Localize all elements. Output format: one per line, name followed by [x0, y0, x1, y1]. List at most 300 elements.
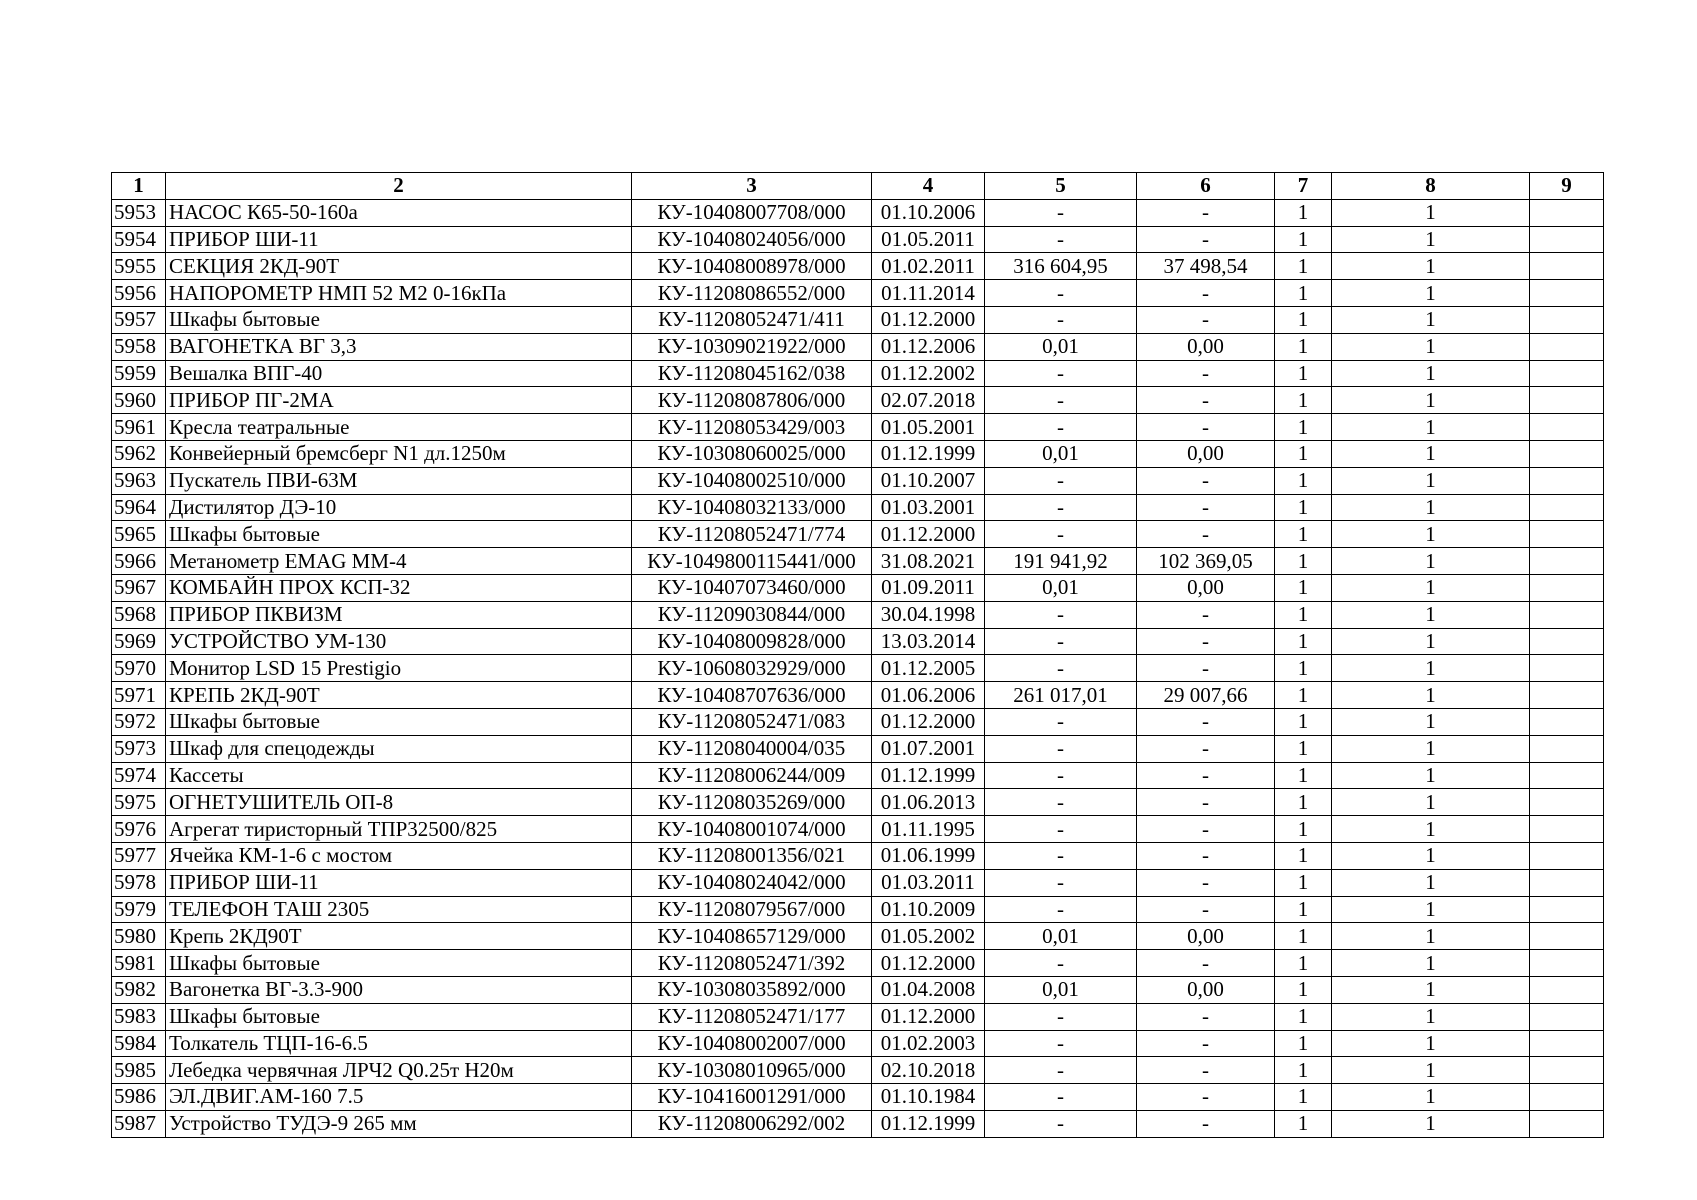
inventory-code-cell: КУ-11208052471/177: [632, 1003, 872, 1030]
inventory-code-cell: КУ-11208053429/003: [632, 414, 872, 441]
value-col8-cell: 1: [1332, 333, 1530, 360]
table-header-row: [112, 173, 1604, 200]
inventory-code-cell: КУ-11208045162/038: [632, 360, 872, 387]
value-col6-cell: -: [1137, 387, 1275, 414]
inventory-code-cell: КУ-10309021922/000: [632, 333, 872, 360]
value-col8-cell: 1: [1332, 521, 1530, 548]
value-col7-cell: 1: [1275, 816, 1332, 843]
inventory-code-cell: КУ-10408007708/000: [632, 199, 872, 226]
value-col5-cell: -: [985, 869, 1137, 896]
name-cell: Дистилятор ДЭ-10: [166, 494, 632, 521]
table-row: [112, 226, 1604, 253]
value-col8-cell: 1: [1332, 467, 1530, 494]
value-col7-cell: 1: [1275, 494, 1332, 521]
date-cell: 01.12.2000: [872, 950, 985, 977]
value-col5-cell: 0,01: [985, 923, 1137, 950]
value-col9-cell: [1530, 360, 1604, 387]
column-header-5: 5: [985, 173, 1137, 200]
value-col9-cell: [1530, 869, 1604, 896]
value-col6-cell: -: [1137, 601, 1275, 628]
table-row: [112, 521, 1604, 548]
value-col8-cell: 1: [1332, 869, 1530, 896]
date-cell: 30.04.1998: [872, 601, 985, 628]
value-col8-cell: 1: [1332, 628, 1530, 655]
inventory-code-cell: КУ-10408024042/000: [632, 869, 872, 896]
value-col6-cell: 0,00: [1137, 574, 1275, 601]
date-cell: 01.04.2008: [872, 976, 985, 1003]
name-cell: КРЕПЬ 2КД-90Т: [166, 682, 632, 709]
value-col8-cell: 1: [1332, 1003, 1530, 1030]
value-col7-cell: 1: [1275, 280, 1332, 307]
name-cell: КОМБАЙН ПРОХ КСП-32: [166, 574, 632, 601]
date-cell: 13.03.2014: [872, 628, 985, 655]
date-cell: 01.12.1999: [872, 440, 985, 467]
row-number-cell: 5980: [112, 923, 166, 950]
column-header-7: 7: [1275, 173, 1332, 200]
inventory-code-cell: КУ-10308035892/000: [632, 976, 872, 1003]
row-number-cell: 5982: [112, 976, 166, 1003]
value-col9-cell: [1530, 387, 1604, 414]
date-cell: 01.12.2000: [872, 521, 985, 548]
column-header-6: 6: [1137, 173, 1275, 200]
row-number-cell: 5955: [112, 253, 166, 280]
inventory-code-cell: КУ-11208006244/009: [632, 762, 872, 789]
value-col8-cell: 1: [1332, 762, 1530, 789]
inventory-code-cell: КУ-10407073460/000: [632, 574, 872, 601]
value-col9-cell: [1530, 708, 1604, 735]
value-col9-cell: [1530, 253, 1604, 280]
inventory-code-cell: КУ-10416001291/000: [632, 1084, 872, 1111]
value-col9-cell: [1530, 521, 1604, 548]
value-col6-cell: -: [1137, 816, 1275, 843]
table-row: [112, 950, 1604, 977]
inventory-code-cell: КУ-10408002510/000: [632, 467, 872, 494]
name-cell: СЕКЦИЯ 2КД-90Т: [166, 253, 632, 280]
date-cell: 01.12.2005: [872, 655, 985, 682]
row-number-cell: 5958: [112, 333, 166, 360]
value-col9-cell: [1530, 628, 1604, 655]
value-col7-cell: 1: [1275, 976, 1332, 1003]
value-col6-cell: -: [1137, 762, 1275, 789]
row-number-cell: 5984: [112, 1030, 166, 1057]
value-col5-cell: -: [985, 306, 1137, 333]
value-col5-cell: -: [985, 628, 1137, 655]
inventory-code-cell: КУ-10408002007/000: [632, 1030, 872, 1057]
name-cell: ПРИБОР ШИ-11: [166, 226, 632, 253]
inventory-code-cell: КУ-10408024056/000: [632, 226, 872, 253]
name-cell: ПРИБОР ПГ-2МА: [166, 387, 632, 414]
value-col7-cell: 1: [1275, 789, 1332, 816]
value-col5-cell: -: [985, 950, 1137, 977]
date-cell: 01.12.2000: [872, 306, 985, 333]
value-col6-cell: -: [1137, 950, 1275, 977]
date-cell: 31.08.2021: [872, 548, 985, 575]
value-col8-cell: 1: [1332, 360, 1530, 387]
row-number-cell: 5978: [112, 869, 166, 896]
table-row: [112, 1057, 1604, 1084]
value-col7-cell: 1: [1275, 467, 1332, 494]
value-col8-cell: 1: [1332, 976, 1530, 1003]
value-col5-cell: -: [985, 708, 1137, 735]
value-col9-cell: [1530, 950, 1604, 977]
value-col5-cell: -: [985, 226, 1137, 253]
value-col8-cell: 1: [1332, 199, 1530, 226]
value-col8-cell: 1: [1332, 682, 1530, 709]
value-col6-cell: -: [1137, 842, 1275, 869]
value-col7-cell: 1: [1275, 521, 1332, 548]
value-col5-cell: -: [985, 414, 1137, 441]
row-number-cell: 5956: [112, 280, 166, 307]
date-cell: 01.07.2001: [872, 735, 985, 762]
inventory-code-cell: КУ-11208052471/083: [632, 708, 872, 735]
value-col9-cell: [1530, 601, 1604, 628]
name-cell: Монитор LSD 15 Prestigio: [166, 655, 632, 682]
value-col6-cell: -: [1137, 735, 1275, 762]
value-col8-cell: 1: [1332, 306, 1530, 333]
table-row: [112, 280, 1604, 307]
table-row: [112, 1110, 1604, 1137]
row-number-cell: 5968: [112, 601, 166, 628]
row-number-cell: 5964: [112, 494, 166, 521]
date-cell: 01.10.2009: [872, 896, 985, 923]
inventory-code-cell: КУ-10308010965/000: [632, 1057, 872, 1084]
name-cell: ЭЛ.ДВИГ.АМ-160 7.5: [166, 1084, 632, 1111]
name-cell: ОГНЕТУШИТЕЛЬ ОП-8: [166, 789, 632, 816]
value-col7-cell: 1: [1275, 1110, 1332, 1137]
value-col9-cell: [1530, 226, 1604, 253]
table-row: [112, 1084, 1604, 1111]
table-row: [112, 708, 1604, 735]
value-col7-cell: 1: [1275, 574, 1332, 601]
value-col8-cell: 1: [1332, 1057, 1530, 1084]
value-col5-cell: -: [985, 1084, 1137, 1111]
table-row: [112, 333, 1604, 360]
name-cell: Метанометр EMAG MM-4: [166, 548, 632, 575]
value-col9-cell: [1530, 1057, 1604, 1084]
value-col6-cell: -: [1137, 467, 1275, 494]
value-col6-cell: 0,00: [1137, 440, 1275, 467]
value-col9-cell: [1530, 655, 1604, 682]
value-col6-cell: -: [1137, 1110, 1275, 1137]
row-number-cell: 5975: [112, 789, 166, 816]
row-number-cell: 5977: [112, 842, 166, 869]
name-cell: Кассеты: [166, 762, 632, 789]
value-col6-cell: -: [1137, 414, 1275, 441]
value-col5-cell: 316 604,95: [985, 253, 1137, 280]
table-row: [112, 548, 1604, 575]
table-row: [112, 253, 1604, 280]
value-col7-cell: 1: [1275, 682, 1332, 709]
column-header-1: 1: [112, 173, 166, 200]
value-col8-cell: 1: [1332, 1110, 1530, 1137]
row-number-cell: 5962: [112, 440, 166, 467]
date-cell: 02.10.2018: [872, 1057, 985, 1084]
value-col9-cell: [1530, 1003, 1604, 1030]
row-number-cell: 5981: [112, 950, 166, 977]
value-col8-cell: 1: [1332, 494, 1530, 521]
value-col8-cell: 1: [1332, 601, 1530, 628]
row-number-cell: 5961: [112, 414, 166, 441]
row-number-cell: 5973: [112, 735, 166, 762]
name-cell: Шкафы бытовые: [166, 950, 632, 977]
value-col6-cell: -: [1137, 199, 1275, 226]
value-col7-cell: 1: [1275, 842, 1332, 869]
value-col5-cell: 0,01: [985, 440, 1137, 467]
value-col5-cell: -: [985, 521, 1137, 548]
date-cell: 02.07.2018: [872, 387, 985, 414]
value-col9-cell: [1530, 574, 1604, 601]
value-col9-cell: [1530, 762, 1604, 789]
column-header-9: 9: [1530, 173, 1604, 200]
value-col5-cell: -: [985, 1003, 1137, 1030]
value-col8-cell: 1: [1332, 708, 1530, 735]
inventory-code-cell: КУ-11208052471/774: [632, 521, 872, 548]
date-cell: 01.12.2000: [872, 708, 985, 735]
table-row: [112, 601, 1604, 628]
value-col9-cell: [1530, 494, 1604, 521]
value-col9-cell: [1530, 976, 1604, 1003]
name-cell: Вагонетка ВГ-3.3-900: [166, 976, 632, 1003]
value-col7-cell: 1: [1275, 655, 1332, 682]
table-row: [112, 1030, 1604, 1057]
value-col7-cell: 1: [1275, 628, 1332, 655]
value-col7-cell: 1: [1275, 1003, 1332, 1030]
inventory-code-cell: КУ-10408008978/000: [632, 253, 872, 280]
value-col9-cell: [1530, 280, 1604, 307]
row-number-cell: 5974: [112, 762, 166, 789]
value-col5-cell: -: [985, 199, 1137, 226]
value-col5-cell: -: [985, 655, 1137, 682]
table-row: [112, 655, 1604, 682]
row-number-cell: 5960: [112, 387, 166, 414]
value-col9-cell: [1530, 1084, 1604, 1111]
name-cell: УСТРОЙСТВО УМ-130: [166, 628, 632, 655]
row-number-cell: 5970: [112, 655, 166, 682]
name-cell: Конвейерный бремсберг N1 дл.1250м: [166, 440, 632, 467]
value-col7-cell: 1: [1275, 333, 1332, 360]
value-col6-cell: -: [1137, 896, 1275, 923]
value-col6-cell: 0,00: [1137, 333, 1275, 360]
value-col8-cell: 1: [1332, 655, 1530, 682]
name-cell: Шкафы бытовые: [166, 1003, 632, 1030]
value-col6-cell: 0,00: [1137, 976, 1275, 1003]
value-col5-cell: -: [985, 280, 1137, 307]
value-col8-cell: 1: [1332, 896, 1530, 923]
row-number-cell: 5966: [112, 548, 166, 575]
value-col8-cell: 1: [1332, 950, 1530, 977]
value-col6-cell: 29 007,66: [1137, 682, 1275, 709]
value-col5-cell: 0,01: [985, 574, 1137, 601]
column-header-2: 2: [166, 173, 632, 200]
value-col6-cell: -: [1137, 521, 1275, 548]
value-col6-cell: 0,00: [1137, 923, 1275, 950]
inventory-code-cell: КУ-10608032929/000: [632, 655, 872, 682]
row-number-cell: 5967: [112, 574, 166, 601]
name-cell: Ячейка КМ-1-6 с мостом: [166, 842, 632, 869]
value-col9-cell: [1530, 440, 1604, 467]
date-cell: 01.12.2002: [872, 360, 985, 387]
table-row: [112, 976, 1604, 1003]
value-col5-cell: -: [985, 387, 1137, 414]
row-number-cell: 5969: [112, 628, 166, 655]
name-cell: Шкафы бытовые: [166, 521, 632, 548]
value-col8-cell: 1: [1332, 440, 1530, 467]
value-col9-cell: [1530, 842, 1604, 869]
name-cell: Шкафы бытовые: [166, 708, 632, 735]
date-cell: 01.12.2000: [872, 1003, 985, 1030]
name-cell: Вешалка ВПГ-40: [166, 360, 632, 387]
value-col8-cell: 1: [1332, 735, 1530, 762]
inventory-code-cell: КУ-11208079567/000: [632, 896, 872, 923]
date-cell: 01.05.2002: [872, 923, 985, 950]
date-cell: 01.06.1999: [872, 842, 985, 869]
value-col5-cell: 261 017,01: [985, 682, 1137, 709]
row-number-cell: 5959: [112, 360, 166, 387]
table-row: [112, 842, 1604, 869]
date-cell: 01.06.2013: [872, 789, 985, 816]
value-col6-cell: -: [1137, 655, 1275, 682]
table-row: [112, 896, 1604, 923]
date-cell: 01.10.2006: [872, 199, 985, 226]
value-col6-cell: 102 369,05: [1137, 548, 1275, 575]
inventory-code-cell: КУ-11208052471/411: [632, 306, 872, 333]
inventory-code-cell: КУ-11208001356/021: [632, 842, 872, 869]
inventory-code-cell: КУ-11208040004/035: [632, 735, 872, 762]
value-col7-cell: 1: [1275, 226, 1332, 253]
date-cell: 01.05.2001: [872, 414, 985, 441]
value-col5-cell: 0,01: [985, 333, 1137, 360]
name-cell: Шкаф для спецодежды: [166, 735, 632, 762]
date-cell: 01.10.2007: [872, 467, 985, 494]
value-col8-cell: 1: [1332, 226, 1530, 253]
date-cell: 01.02.2011: [872, 253, 985, 280]
table-row: [112, 628, 1604, 655]
value-col8-cell: 1: [1332, 548, 1530, 575]
column-header-3: 3: [632, 173, 872, 200]
date-cell: 01.06.2006: [872, 682, 985, 709]
value-col8-cell: 1: [1332, 414, 1530, 441]
table-row: [112, 494, 1604, 521]
value-col5-cell: -: [985, 896, 1137, 923]
value-col6-cell: -: [1137, 494, 1275, 521]
value-col6-cell: 37 498,54: [1137, 253, 1275, 280]
table-row: [112, 440, 1604, 467]
value-col8-cell: 1: [1332, 816, 1530, 843]
value-col8-cell: 1: [1332, 253, 1530, 280]
value-col9-cell: [1530, 1030, 1604, 1057]
name-cell: ПРИБОР ПКВИЗМ: [166, 601, 632, 628]
value-col7-cell: 1: [1275, 253, 1332, 280]
value-col9-cell: [1530, 548, 1604, 575]
value-col5-cell: -: [985, 842, 1137, 869]
row-number-cell: 5985: [112, 1057, 166, 1084]
value-col7-cell: 1: [1275, 601, 1332, 628]
inventory-code-cell: КУ-1049800115441/000: [632, 548, 872, 575]
value-col7-cell: 1: [1275, 869, 1332, 896]
value-col9-cell: [1530, 467, 1604, 494]
value-col7-cell: 1: [1275, 735, 1332, 762]
value-col9-cell: [1530, 735, 1604, 762]
date-cell: 01.03.2011: [872, 869, 985, 896]
value-col9-cell: [1530, 333, 1604, 360]
value-col9-cell: [1530, 816, 1604, 843]
name-cell: ПРИБОР ШИ-11: [166, 869, 632, 896]
asset-table: [111, 172, 1604, 1138]
value-col7-cell: 1: [1275, 360, 1332, 387]
table-row: [112, 387, 1604, 414]
name-cell: Шкафы бытовые: [166, 306, 632, 333]
inventory-code-cell: КУ-10408032133/000: [632, 494, 872, 521]
value-col9-cell: [1530, 923, 1604, 950]
row-number-cell: 5965: [112, 521, 166, 548]
table-row: [112, 574, 1604, 601]
value-col5-cell: -: [985, 601, 1137, 628]
date-cell: 01.02.2003: [872, 1030, 985, 1057]
value-col5-cell: -: [985, 1030, 1137, 1057]
date-cell: 01.09.2011: [872, 574, 985, 601]
inventory-code-cell: КУ-11208006292/002: [632, 1110, 872, 1137]
table-row: [112, 816, 1604, 843]
value-col7-cell: 1: [1275, 548, 1332, 575]
value-col7-cell: 1: [1275, 762, 1332, 789]
column-header-4: 4: [872, 173, 985, 200]
value-col6-cell: -: [1137, 708, 1275, 735]
value-col7-cell: 1: [1275, 708, 1332, 735]
table-row: [112, 1003, 1604, 1030]
value-col7-cell: 1: [1275, 306, 1332, 333]
inventory-code-cell: КУ-11208087806/000: [632, 387, 872, 414]
value-col8-cell: 1: [1332, 789, 1530, 816]
table-row: [112, 762, 1604, 789]
name-cell: Толкатель ТЦП-16-6.5: [166, 1030, 632, 1057]
inventory-code-cell: КУ-10408657129/000: [632, 923, 872, 950]
inventory-code-cell: КУ-11208052471/392: [632, 950, 872, 977]
value-col6-cell: -: [1137, 869, 1275, 896]
table-row: [112, 467, 1604, 494]
value-col8-cell: 1: [1332, 574, 1530, 601]
value-col7-cell: 1: [1275, 440, 1332, 467]
column-header-8: 8: [1332, 173, 1530, 200]
value-col6-cell: -: [1137, 1003, 1275, 1030]
value-col6-cell: -: [1137, 306, 1275, 333]
value-col9-cell: [1530, 896, 1604, 923]
value-col7-cell: 1: [1275, 1084, 1332, 1111]
value-col6-cell: -: [1137, 280, 1275, 307]
value-col5-cell: -: [985, 494, 1137, 521]
value-col8-cell: 1: [1332, 280, 1530, 307]
table-row: [112, 735, 1604, 762]
row-number-cell: 5979: [112, 896, 166, 923]
table-row: [112, 789, 1604, 816]
value-col7-cell: 1: [1275, 199, 1332, 226]
value-col5-cell: 0,01: [985, 976, 1137, 1003]
value-col9-cell: [1530, 199, 1604, 226]
inventory-code-cell: КУ-11208035269/000: [632, 789, 872, 816]
table-row: [112, 923, 1604, 950]
row-number-cell: 5986: [112, 1084, 166, 1111]
table-body: [112, 199, 1604, 1137]
value-col7-cell: 1: [1275, 950, 1332, 977]
date-cell: 01.10.1984: [872, 1084, 985, 1111]
inventory-code-cell: КУ-11209030844/000: [632, 601, 872, 628]
date-cell: 01.03.2001: [872, 494, 985, 521]
date-cell: 01.11.2014: [872, 280, 985, 307]
inventory-code-cell: КУ-10408001074/000: [632, 816, 872, 843]
inventory-code-cell: КУ-10308060025/000: [632, 440, 872, 467]
value-col6-cell: -: [1137, 789, 1275, 816]
table-row: [112, 869, 1604, 896]
inventory-code-cell: КУ-11208086552/000: [632, 280, 872, 307]
